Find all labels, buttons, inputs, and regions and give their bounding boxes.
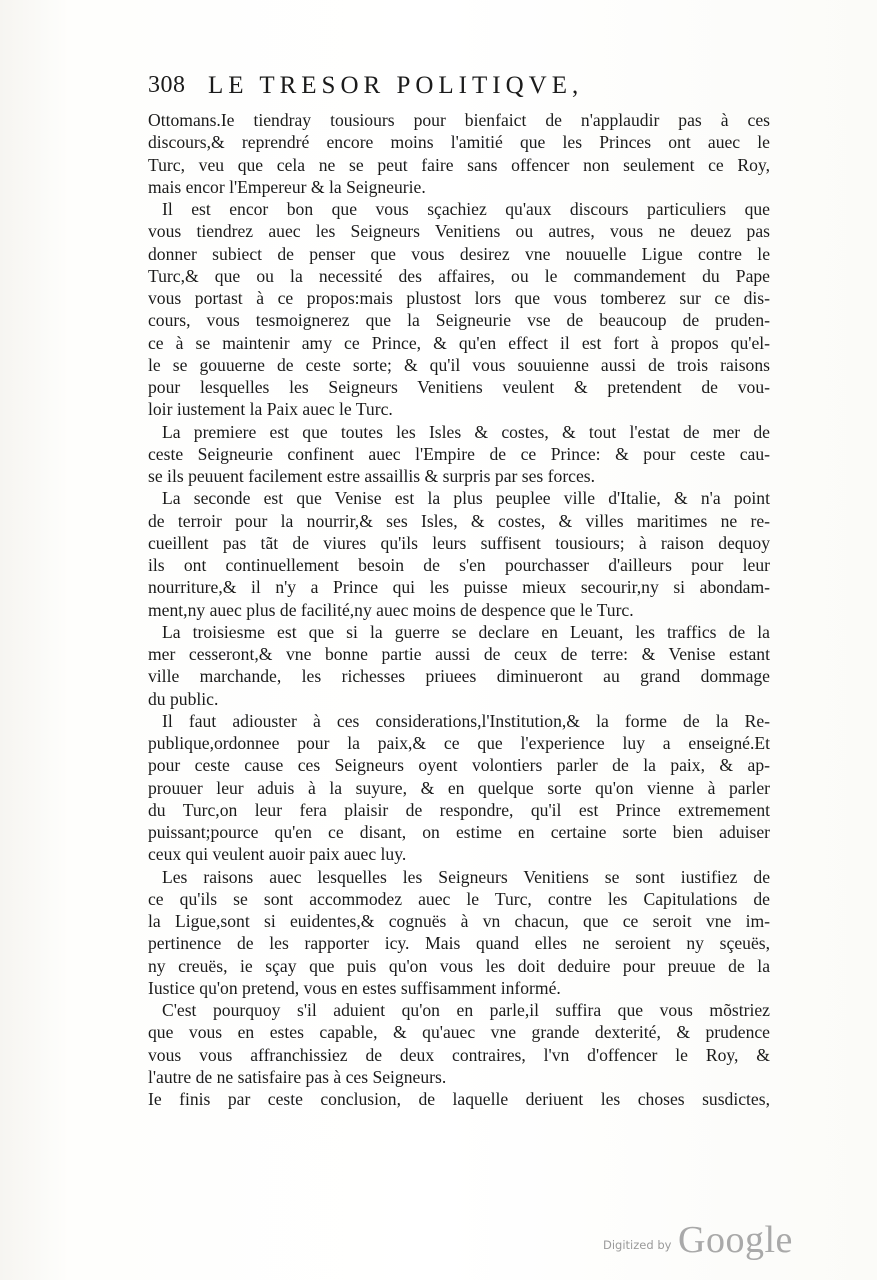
text-line: Il est encor bon que vous sçachiez qu'aux discours particuliers que xyxy=(162,199,770,219)
text-line: ils ont continuellement besoin de s'en pourchasser d'ailleurs pour leur xyxy=(148,555,770,575)
text-line: ceste Seigneurie confinent auec l'Empire de ce Prince: & pour ceste cau- xyxy=(148,443,770,464)
text-line: de terroir pour la nourrir,& ses Isles, & costes, & villes maritimes ne re- xyxy=(148,510,770,531)
running-title: LE TRESOR POLITIQVE, xyxy=(208,72,584,99)
text-line: ceux qui veulent auoir paix auec luy. xyxy=(148,844,407,865)
text-line: Turc, veu que cela ne se peut faire sans offencer non seulement ce Roy, xyxy=(148,154,770,175)
text-line: publique,ordonnee pour la paix,& ce que l'experience luy a enseigné.Et xyxy=(148,733,770,753)
text-line: La premiere est que toutes les Isles & costes, & tout l'estat de mer de xyxy=(162,421,770,442)
text-line: ny creuës, ie sçay que puis qu'on vous les doit deduire pour preuue de la xyxy=(148,955,770,976)
page-number: 308 xyxy=(148,72,186,98)
text-line: l'autre de ne satisfaire pas à ces Seigneurs. xyxy=(148,1066,447,1087)
digitized-label: Digitized by xyxy=(603,1238,672,1252)
text-line: ment,ny auec plus de facilité,ny auec moins de despence que le Turc. xyxy=(148,599,634,620)
text-line: La troisiesme est que si la guerre se declare en Leuant, les traffics de la xyxy=(162,621,770,642)
text-line: du Turc,on leur fera plaisir de respondre, qu'il est Prince extremement xyxy=(148,799,770,820)
text-line: pour ceste cause ces Seigneurs oyent volontiers parler de la paix, & ap- xyxy=(148,755,770,776)
text-line: mer cesseront,& vne bonne partie aussi de ceux de terre: & Venise estant xyxy=(148,644,770,664)
text-line: ville marchande, les richesses priuees diminueront au grand dommage xyxy=(148,666,770,687)
text-line: du public. xyxy=(148,688,219,709)
text-line: pour lesquelles les Seigneurs Venitiens veulent & pretendent de vou- xyxy=(148,377,770,397)
text-line: vous vous affranchissiez de deux contraires, l'vn d'offencer le Roy, & xyxy=(148,1044,770,1065)
text-line: la Ligue,sont si euidentes,& cognuës à vn chacun, que ce seroit vne im- xyxy=(148,911,770,931)
text-line: donner subiect de penser que vous desirez vne nouuelle Ligue contre le xyxy=(148,243,770,264)
text-line: discours,& reprendré encore moins l'amitié que les Princes ont auec le xyxy=(148,132,770,153)
text-line: ce qu'ils se sont accommodez auec le Turc, contre les Capitulations de xyxy=(148,888,770,909)
text-line: Iustice qu'on pretend, vous en estes suffisamment informé. xyxy=(148,977,561,998)
text-line: Turc,& que ou la necessité des affaires, ou le commandement du Pape xyxy=(148,265,770,286)
text-line: prouuer leur aduis à la suyure, & en quelque sorte qu'on vienne à parler xyxy=(148,777,770,798)
text-line: mais encor l'Empereur & la Seigneurie. xyxy=(148,176,426,197)
text-line: loir iustement la Paix auec le Turc. xyxy=(148,399,393,420)
text-line: puissant;pource qu'en ce disant, on estime en certaine sorte bien aduiser xyxy=(148,822,770,842)
text-line: que vous en estes capable, & qu'auec vne grande dexterité, & prudence xyxy=(148,1022,770,1043)
google-logo: Google xyxy=(678,1219,793,1261)
text-line: La seconde est que Venise est la plus peuplee ville d'Italie, & n'a point xyxy=(162,488,770,509)
text-line: C'est pourquoy s'il aduient qu'on en parle,il suffira que vous mõstriez xyxy=(162,1000,770,1020)
text-line: se ils peuuent facilement estre assaillis & surpris par ses forces. xyxy=(148,466,596,486)
text-line: nourriture,& il n'y a Prince qui les puisse mieux secourir,ny si abondam- xyxy=(148,577,770,598)
text-line: le se gouuerne de ceste sorte; & qu'il vous souuienne aussi de trois raisons xyxy=(148,354,770,375)
body-text xyxy=(148,109,770,1110)
text-line: pertinence de les rapporter icy. Mais quand elles ne seroient ny sçeuës, xyxy=(148,933,770,954)
text-line: vous tiendrez auec les Seigneurs Venitiens ou autres, vous ne deuez pas xyxy=(148,221,770,242)
text-line: Ie finis par ceste conclusion, de laquelle deriuent les choses susdictes, xyxy=(148,1089,770,1109)
text-line: cueillent pas tãt de viures qu'ils leurs suffisent tousiours; à raison dequoy xyxy=(148,532,770,553)
text-line: vous portast à ce propos:mais plustost lors que vous tomberez sur ce dis- xyxy=(148,288,770,308)
text-line: Les raisons auec lesquelles les Seigneurs Venitiens se sont iustifiez de xyxy=(162,866,770,887)
text-line: Ottomans.Ie tiendray tousiours pour bienfaict de n'applaudir pas à ces xyxy=(148,110,770,130)
text-line: cours, vous tesmoignerez que la Seigneurie vse de beaucoup de pruden- xyxy=(148,310,770,331)
text-line: Il faut adiouster à ces considerations,l'Institution,& la forme de la Re- xyxy=(162,710,770,731)
text-line: ce à se maintenir amy ce Prince, & qu'en effect il est fort à propos qu'el- xyxy=(148,332,770,353)
digitized-by-watermark xyxy=(603,1219,803,1262)
page-header xyxy=(148,72,768,108)
